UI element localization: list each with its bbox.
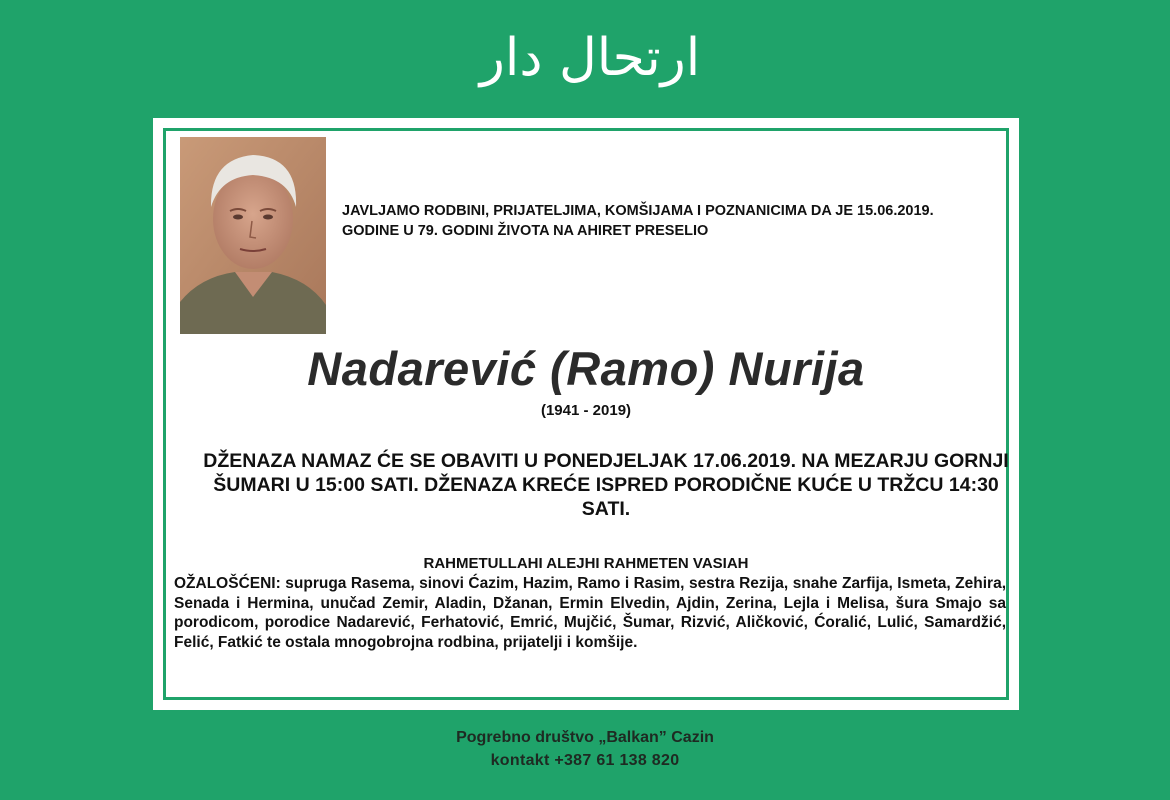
surname: Nadarević xyxy=(307,342,537,395)
portrait-photo xyxy=(180,137,326,334)
mourners-list: OŽALOŠĆENI: supruga Rasema, sinovi Ćazim, Hazim, Ramo i Rasim, sestra Rezija, snahe Zarfija, Ismeta, Zehira, Senada i Hermina, unučad Zemir, Aladin, Džanan, Ermin Elvedin, Ajdin, Zerina, Lejla i Melisa, šura Smajo sa porodicom, porodice Nadarević, Ferhatović, Emrić, Mujčić, Šumar, Rizvić, Aličković, Ćoralić, Lulić, Samardžić, Felić, Fatkić te ostala mnogobrojna rodbina, prijatelji i komšije. xyxy=(174,575,1006,651)
funeral-details: DŽENAZA NAMAZ ĆE SE OBAVITI U PONEDJELJAK 17.06.2019. NA MEZARJU GORNJI ŠUMARI U 15:00 SATI. DŽENAZA KREĆE ISPRED PORODIČNE KUĆE U TRŽCU 14:30 SATI. xyxy=(203,450,1009,520)
prayer-line: RAHMETULLAHI ALEJHI RAHMETEN VASIAH xyxy=(423,555,749,572)
father-name: (Ramo) xyxy=(550,342,715,395)
life-years: (1941 - 2019) xyxy=(540,402,632,419)
contact-phone: kontakt +387 61 138 820 xyxy=(490,752,680,769)
notice-card xyxy=(153,118,1019,710)
announcement-intro: JAVLJAMO RODBINI, PRIJATELJIMA, KOMŠIJAMA I POZNANICIMA DA JE 15.06.2019. GODINE U 79. GODINI ŽIVOTA NA AHIRET PRESELIO xyxy=(342,203,934,239)
notice-inner-border xyxy=(163,128,1009,700)
deceased-name xyxy=(166,341,1006,396)
funeral-company: Pogrebno društvo „Balkan” Cazin xyxy=(456,729,714,746)
given-name: Nurija xyxy=(728,342,865,395)
arabic-calligraphy-header: ارتحال دار xyxy=(479,28,701,88)
